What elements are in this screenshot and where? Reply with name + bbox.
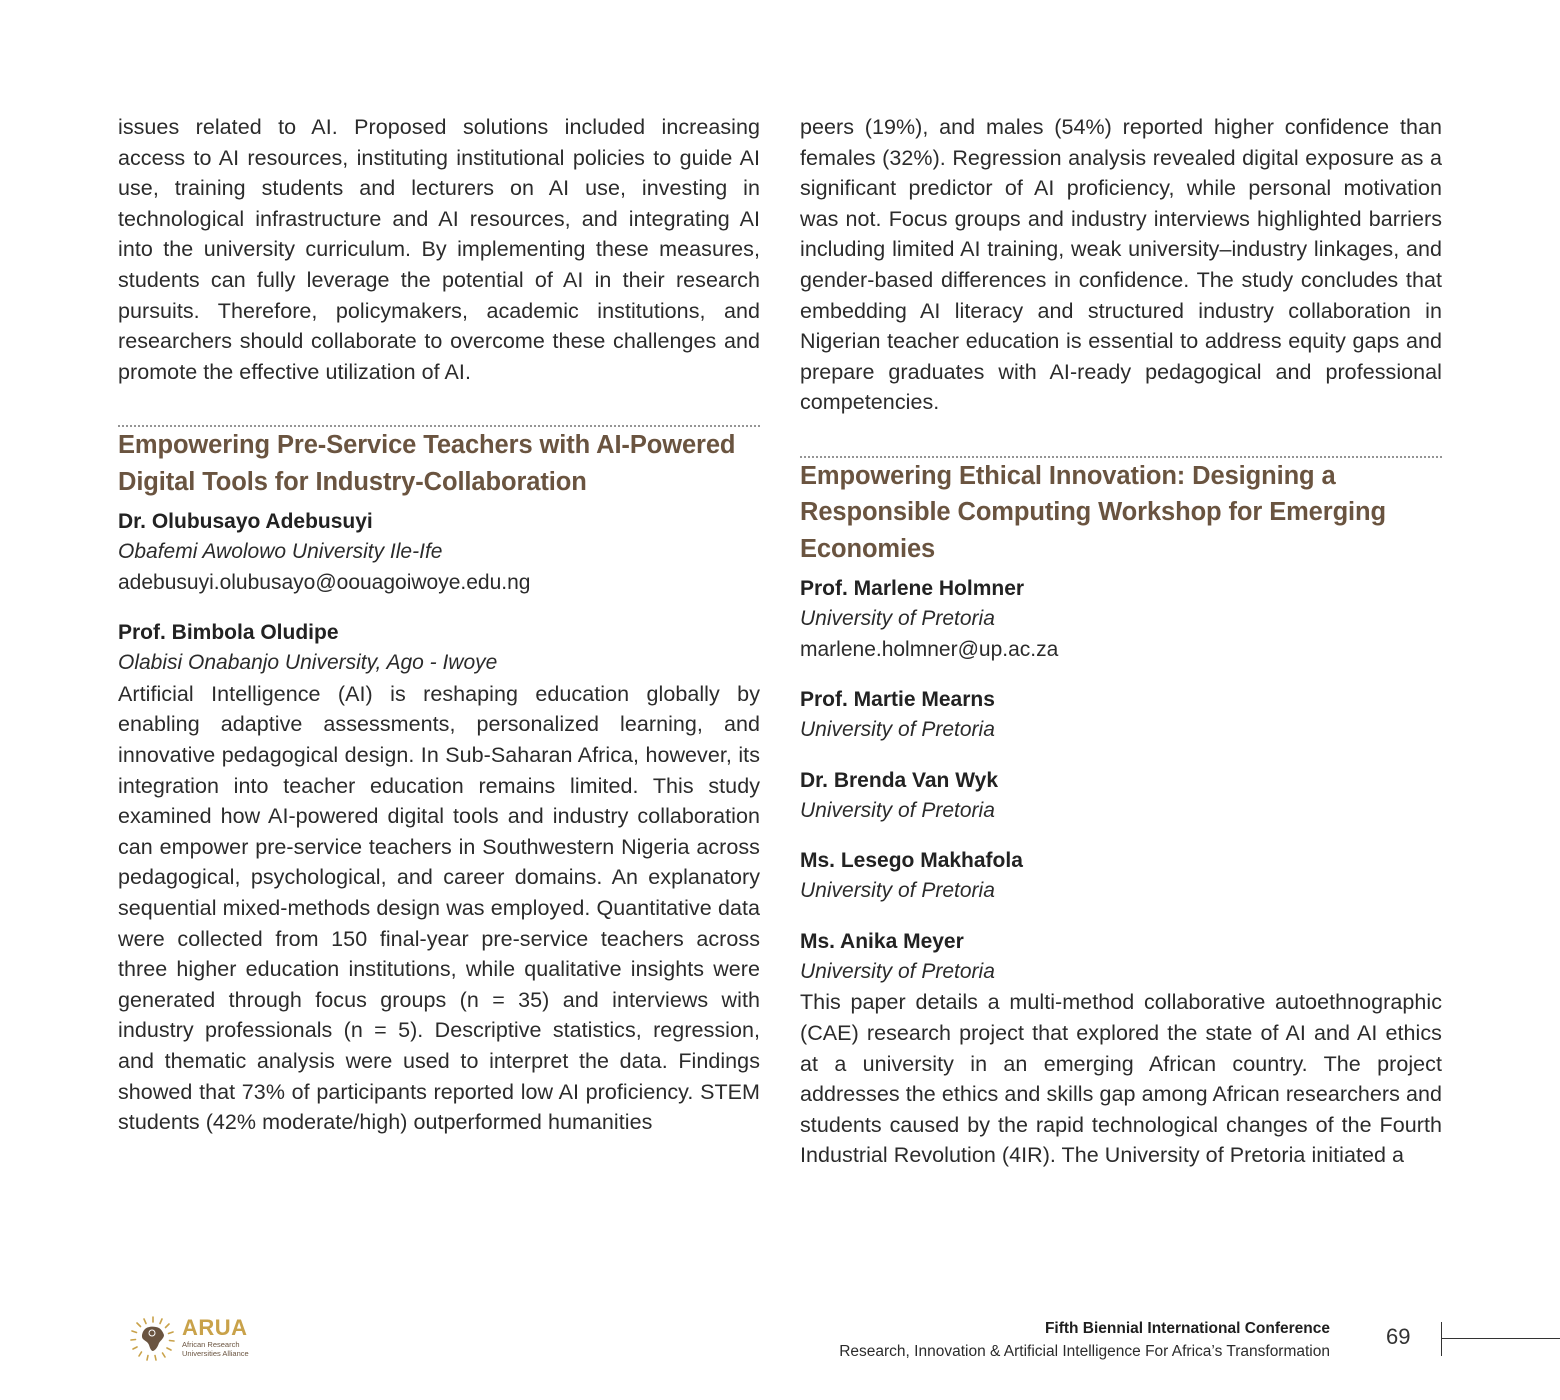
abstract-paragraph: This paper details a multi-method collaborative autoethnographic (CAE) research project that explored the state of AI and AI ethics at a university in an emerging African country. The project addresses the ethics and skills gap among African researchers and students caused by the rapid technological changes of the Fourth Industrial Revolution (4IR). The University of Pretoria initiated a [800, 990, 1442, 1168]
author-email[interactable]: adebusuyi.olubusayo@oouagoiwoye.edu.ng [118, 570, 531, 594]
footer-conference [839, 1318, 1330, 1364]
author-name: Dr. Olubusayo Adebusuyi [118, 510, 373, 534]
logo-subtitle [182, 1340, 262, 1358]
author-block [800, 765, 1442, 827]
page-marker-horizontal-rule [1441, 1338, 1560, 1339]
author-affiliation: University of Pretoria [800, 607, 995, 631]
dotted-divider [118, 425, 760, 427]
author-block [800, 684, 1442, 746]
africa-sunburst-icon [128, 1314, 178, 1362]
author-affiliation: University of Pretoria [800, 798, 995, 822]
logo-subtitle-line: African Research [182, 1340, 240, 1349]
arua-logo [128, 1314, 258, 1362]
author-block [118, 617, 760, 679]
author-block [800, 926, 1442, 988]
conference-subtitle: Research, Innovation & Artificial Intelligence For Africa’s Transformation [839, 1343, 1330, 1360]
left-column [118, 112, 760, 1138]
author-block [118, 506, 760, 598]
logo-subtitle-line: Universities Alliance [182, 1349, 249, 1358]
logo-acronym: ARUA [182, 1315, 248, 1340]
author-name: Prof. Martie Mearns [800, 688, 995, 712]
article-title: Empowering Pre-Service Teachers with AI-Powered Digital Tools for Industry-Collaboration [118, 431, 736, 496]
author-name: Prof. Bimbola Oludipe [118, 621, 339, 645]
article-title: Empowering Ethical Innovation: Designing a Responsible Computing Workshop for Emerging Economies [800, 461, 1386, 563]
author-affiliation: University of Pretoria [800, 718, 995, 742]
author-name: Ms. Anika Meyer [800, 929, 964, 953]
dotted-divider [800, 456, 1442, 458]
abstract-paragraph: Artificial Intelligence (AI) is reshaping education globally by enabling adaptive assessments, personalized learning, and innovative pedagogical design. In Sub-Saharan Africa, however, its integration into teacher education remains limited. This study examined how AI-powered digital tools and industry collaboration can empower pre-service teachers in Southwestern Nigeria across pedagogical, psychological, and career domains. An explanatory sequential mixed-methods design was employed. Quantitative data were collected from 150 final-year pre-service teachers across three higher education institutions, while qualitative insights were generated through focus groups (n = 35) and interviews with industry professionals (n = 5). Descriptive statistics, regression, and thematic analysis were used to interpret the data. Findings showed that 73% of participants reported low AI proficiency. STEM students (42% moderate/high) outperformed humanities [118, 681, 760, 1135]
page-marker-vertical-rule [1441, 1322, 1442, 1356]
author-affiliation: Obafemi Awolowo University Ile-Ife [118, 540, 443, 564]
author-name: Ms. Lesego Makhafola [800, 849, 1023, 873]
author-name: Prof. Marlene Holmner [800, 577, 1025, 601]
author-block [800, 845, 1442, 907]
continued-paragraph: peers (19%), and males (54%) reported higher confidence than females (32%). Regression analysis revealed digital exposure as a significant predictor of AI proficiency, while personal motivation was not. Focus groups and industry interviews highlighted barriers including limited AI training, weak university–industry linkages, and gender-based differences in confidence. The study concludes that embedding AI literacy and structured industry collaboration in Nigerian teacher education is essential to address equity gaps and prepare graduates with AI-ready pedagogical and professional competencies. [800, 115, 1442, 415]
author-affiliation: University of Pretoria [800, 879, 995, 903]
page-number: 69 [1386, 1324, 1411, 1349]
continued-paragraph: issues related to AI. Proposed solutions included increasing access to AI resources, instituting institutional policies to guide AI use, training students and lecturers on AI use, investing in technological infrastructure and AI resources, and integrating AI into the university curriculum. By implementing these measures, students can fully leverage the potential of AI in their research pursuits. Therefore, policymakers, academic institutions, and researchers should collaborate to overcome these challenges and promote the effective utilization of AI. [118, 115, 760, 384]
author-affiliation: University of Pretoria [800, 959, 995, 983]
author-email[interactable]: marlene.holmner@up.ac.za [800, 637, 1059, 661]
author-name: Dr. Brenda Van Wyk [800, 768, 999, 792]
conference-title: Fifth Biennial International Conference [1044, 1320, 1330, 1337]
author-affiliation: Olabisi Onabanjo University, Ago - Iwoye [118, 651, 498, 675]
author-block [800, 573, 1442, 665]
right-column [800, 112, 1442, 1171]
